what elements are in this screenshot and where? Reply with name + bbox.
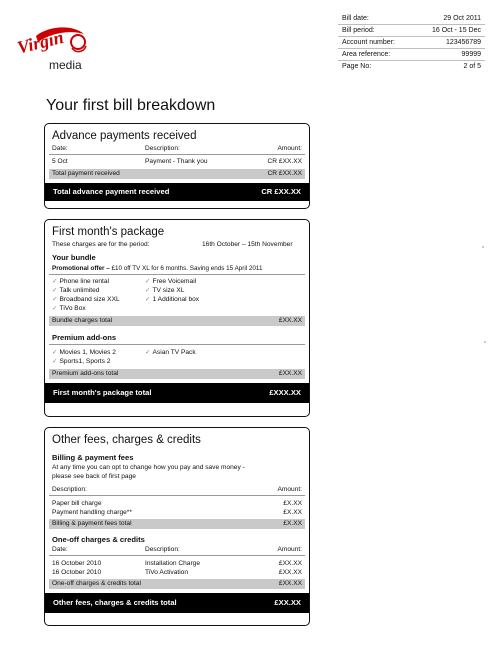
check-icon: ✓ bbox=[52, 358, 58, 365]
check-icon: ✓ bbox=[145, 287, 151, 294]
addons-list bbox=[45, 346, 309, 367]
table-row: Payment handling charge** £X.XX bbox=[52, 509, 302, 516]
check-icon: ✓ bbox=[145, 349, 151, 356]
logo-icon bbox=[14, 22, 94, 74]
table-row: Paper bill charge £X.XX bbox=[52, 500, 302, 507]
total-bar: Other fees, charges & credits total £XX.XX bbox=[45, 593, 309, 613]
page-title: Your first bill breakdown bbox=[46, 97, 216, 114]
billing-note: please see back of first page bbox=[52, 473, 136, 480]
box-title: First month's package bbox=[52, 226, 165, 238]
check-icon: ✓ bbox=[145, 296, 151, 303]
check-icon: ✓ bbox=[52, 305, 58, 312]
check-icon: ✓ bbox=[52, 287, 58, 294]
bill-info-table bbox=[338, 13, 485, 72]
table-row: 5 Oct Payment - Thank you CR £XX.XX bbox=[52, 158, 302, 165]
check-icon: ✓ bbox=[52, 349, 58, 356]
subtotal-row: Total payment received CR £XX.XX bbox=[49, 169, 305, 179]
logo-text-media: media bbox=[49, 58, 82, 72]
promo-note: Promotional offer – £10 off TV XL for 6 months. Saving ends 15 April 2011 bbox=[49, 263, 305, 275]
section-title: Billing & payment fees bbox=[52, 453, 134, 462]
bill-info-row: Bill period: 16 Oct - 15 Dec bbox=[338, 25, 485, 37]
scan-speck bbox=[482, 246, 484, 248]
virgin-media-logo bbox=[14, 22, 94, 74]
bill-info-row: Account number: 123456789 bbox=[338, 37, 485, 49]
check-icon: ✓ bbox=[52, 296, 58, 303]
bill-info-row: Bill date: 29 Oct 2011 bbox=[338, 13, 485, 25]
subtotal-row: Bundle charges total £XX.XX bbox=[49, 316, 305, 326]
section-title: Your bundle bbox=[52, 253, 96, 262]
logo-text-virgin: Virgin bbox=[15, 26, 66, 58]
list-item: ✓ 1 Additional box bbox=[145, 296, 200, 303]
subtotal-row: One-off charges & credits total £XX.XX bbox=[49, 579, 305, 589]
box-title: Other fees, charges & credits bbox=[52, 434, 201, 446]
list-item: ✓ Free Voicemail bbox=[145, 278, 197, 285]
total-bar: First month's package total £XXX.XX bbox=[45, 383, 309, 403]
subtotal-row: Billing & payment fees total £X.XX bbox=[49, 519, 305, 529]
list-item: ✓ Broadband size XXL bbox=[52, 296, 120, 303]
bill-info-row: Page No: 2 of 5 bbox=[342, 63, 481, 70]
bundle-list bbox=[45, 275, 309, 314]
list-item: ✓ Sports1, Sports 2 bbox=[52, 358, 111, 365]
table-row: 16 October 2010 TiVo Activation £XX.XX bbox=[52, 569, 302, 576]
total-bar: Total advance payment received CR £XX.XX bbox=[45, 183, 309, 201]
scan-speck bbox=[484, 341, 486, 343]
period-row: These charges are for the period: 16th October – 15th November bbox=[52, 241, 293, 248]
billing-note: At any time you can opt to change how you pay and save money - bbox=[52, 464, 245, 471]
other-fees-box bbox=[44, 427, 310, 626]
section-title: One-off charges & credits bbox=[52, 535, 145, 544]
table-header: Date: Description: Amount: bbox=[49, 545, 305, 556]
table-header: Description: Amount: bbox=[49, 485, 305, 496]
list-item: ✓ Phone line rental bbox=[52, 278, 110, 285]
list-item: ✓ Movies 1, Movies 2 bbox=[52, 349, 116, 356]
list-item: ✓ TV size XL bbox=[145, 287, 185, 294]
box-title: Advance payments received bbox=[52, 130, 197, 142]
section-title: Premium add-ons bbox=[52, 333, 117, 342]
list-item: ✓ Talk unlimited bbox=[52, 287, 100, 294]
table-header: Date: Description: Amount: bbox=[49, 144, 305, 155]
list-item: ✓ TiVo Box bbox=[52, 305, 86, 312]
table-row: 16 October 2010 Installation Charge £XX.XX bbox=[52, 560, 302, 567]
list-item: ✓ Asian TV Pack bbox=[145, 349, 196, 356]
subtotal-row: Premium add-ons total £XX.XX bbox=[49, 369, 305, 379]
advance-payments-box bbox=[44, 123, 310, 209]
bill-info-row: Area reference: 99999 bbox=[338, 49, 485, 61]
check-icon: ✓ bbox=[145, 278, 151, 285]
first-month-package-box bbox=[44, 219, 310, 417]
check-icon: ✓ bbox=[52, 278, 58, 285]
